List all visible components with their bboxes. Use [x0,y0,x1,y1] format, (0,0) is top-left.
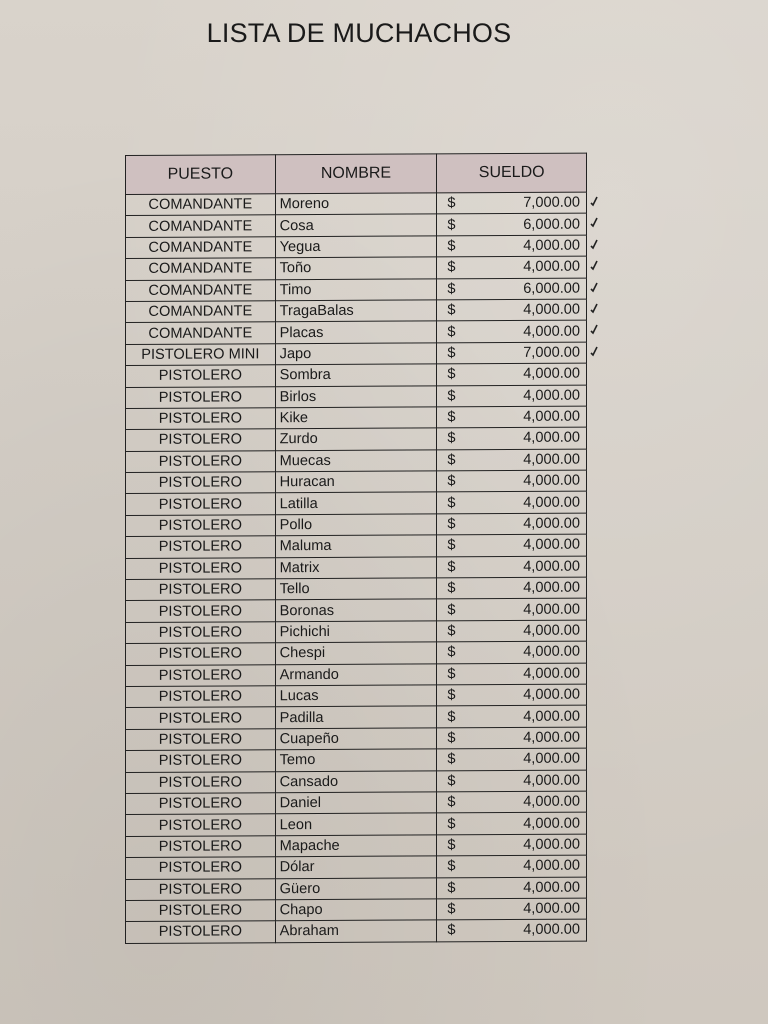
cell-sueldo [437,449,587,471]
cell-sueldo [437,235,587,257]
amount: 4,000.00 [523,237,580,254]
check-mark-icon [589,195,599,207]
table-row [126,599,587,623]
table-row [126,577,587,601]
cell-sueldo [437,534,587,556]
cell-sueldo [437,513,587,535]
table-row [126,748,587,772]
amount: 4,000.00 [523,900,580,917]
currency-symbol: $ [447,730,456,747]
currency-symbol: $ [447,473,456,490]
currency-symbol: $ [447,815,456,832]
cell-sueldo [437,299,587,321]
table-row [126,834,587,858]
cell-puesto: PISTOLERO [126,878,276,900]
cell-nombre: Cosa [275,214,437,236]
cell-nombre: Mapache [275,835,437,857]
cell-puesto: PISTOLERO [126,643,276,665]
cell-nombre: Cansado [275,770,437,792]
cell-sueldo [437,812,587,834]
amount: 4,000.00 [523,708,580,725]
currency-symbol: $ [447,837,456,854]
cell-puesto: PISTOLERO [126,472,276,494]
currency-symbol: $ [447,858,456,875]
table-row [126,812,587,836]
amount: 4,000.00 [523,323,580,340]
cell-nombre: Boronas [275,599,437,621]
currency-symbol: $ [447,687,456,704]
table-row [126,727,587,751]
currency-symbol: $ [447,281,456,298]
amount: 4,000.00 [523,665,580,682]
currency-symbol: $ [447,623,456,640]
cell-puesto: COMANDANTE [126,215,276,237]
cell-sueldo [437,834,587,856]
amount: 4,000.00 [523,515,580,532]
cell-puesto: COMANDANTE [126,301,276,323]
table-row [126,534,587,558]
cell-puesto: PISTOLERO [126,536,276,558]
cell-nombre: TragaBalas [275,300,437,322]
cell-puesto: PISTOLERO [126,515,276,537]
currency-symbol: $ [447,366,456,383]
cell-nombre: Birlos [275,385,437,407]
table-row [126,663,587,687]
amount: 6,000.00 [523,280,580,297]
currency-symbol: $ [447,430,456,447]
currency-symbol: $ [447,387,456,405]
cell-nombre: Abraham [275,920,437,942]
cell-nombre: Pollo [275,514,437,536]
table-row [126,641,587,665]
check-mark-icon [589,323,599,335]
cell-nombre: Placas [275,321,437,343]
currency-symbol: $ [447,195,456,212]
table-row [126,213,587,237]
amount: 4,000.00 [523,772,580,789]
currency-symbol: $ [447,708,456,725]
amount: 4,000.00 [523,408,580,426]
amount: 4,000.00 [523,558,580,575]
cell-puesto: PISTOLERO [126,771,276,793]
cell-puesto: PISTOLERO [126,857,276,879]
cell-puesto: PISTOLERO [126,386,276,408]
cell-sueldo [437,577,587,599]
cell-nombre: Daniel [275,792,437,814]
cell-puesto: PISTOLERO [126,622,276,644]
cell-sueldo [437,770,587,792]
table-header-row [126,153,587,194]
cell-puesto: COMANDANTE [126,322,276,344]
cell-nombre: Timo [275,278,437,300]
currency-symbol: $ [447,238,456,255]
cell-puesto: PISTOLERO [126,900,276,922]
cell-nombre: Chapo [275,899,437,921]
check-mark-icon [589,238,599,250]
cell-puesto: PISTOLERO [126,600,276,622]
currency-symbol: $ [447,259,456,276]
table-row [126,363,587,387]
check-mark-icon [589,259,599,271]
header-nombre: NOMBRE [275,154,437,194]
cell-nombre: Maluma [275,535,437,557]
cell-puesto: PISTOLERO [126,664,276,686]
cell-nombre: Temo [275,749,437,771]
cell-nombre: Cuapeño [275,728,437,750]
cell-nombre: Padilla [275,706,437,728]
page-title: LISTA DE MUCHACHOS [206,18,512,48]
amount: 4,000.00 [523,258,580,276]
table-row [126,278,587,302]
cell-puesto: PISTOLERO [126,835,276,857]
amount: 4,000.00 [523,579,580,597]
table-row [126,898,587,922]
amount: 4,000.00 [523,494,580,511]
amount: 4,000.00 [523,537,580,554]
table-row [126,556,587,580]
header-sueldo: SUELDO [437,153,587,193]
cell-nombre: Yegua [275,236,437,258]
amount: 4,000.00 [523,857,580,875]
amount: 7,000.00 [523,344,580,361]
currency-symbol: $ [447,666,456,683]
cell-sueldo [437,192,587,214]
currency-symbol: $ [447,494,456,511]
cell-puesto: COMANDANTE [126,258,276,280]
check-mark-icon [589,345,599,357]
cell-sueldo [437,898,587,920]
amount: 7,000.00 [523,194,580,212]
amount: 4,000.00 [523,365,580,383]
table-row [126,684,587,708]
cell-nombre: Sombra [275,364,437,386]
currency-symbol: $ [447,216,456,233]
table-row [126,235,587,259]
cell-puesto: PISTOLERO [126,814,276,836]
cell-nombre: Güero [275,877,437,899]
check-mark-icon [589,216,599,228]
cell-puesto: COMANDANTE [126,279,276,301]
currency-symbol: $ [447,601,456,618]
table-row [126,705,587,729]
cell-puesto: PISTOLERO [126,408,276,430]
cell-sueldo [437,919,587,941]
cell-nombre: Zurdo [275,428,437,450]
cell-sueldo [437,599,587,621]
cell-puesto: PISTOLERO [126,750,276,772]
table-row [126,299,587,323]
table-body [126,192,587,943]
currency-symbol: $ [447,452,456,469]
amount: 4,000.00 [523,387,580,404]
table-row [126,406,587,430]
amount: 4,000.00 [523,430,580,447]
cell-puesto: COMANDANTE [126,236,276,258]
amount: 4,000.00 [523,815,580,832]
currency-symbol: $ [447,773,456,790]
table-row [126,513,587,537]
currency-symbol: $ [447,879,456,896]
currency-symbol: $ [447,751,456,768]
cell-nombre: Kike [275,407,437,429]
cell-sueldo [437,406,587,428]
currency-symbol: $ [447,537,456,554]
cell-puesto: PISTOLERO [126,579,276,601]
cell-puesto: PISTOLERO [126,557,276,579]
cell-sueldo [437,663,587,685]
currency-symbol: $ [447,516,456,533]
amount: 4,000.00 [523,301,580,319]
cell-sueldo [437,492,587,514]
cell-puesto: PISTOLERO MINI [126,343,276,365]
currency-symbol: $ [447,901,456,918]
cell-nombre: Tello [275,578,437,600]
table-row [126,320,587,344]
amount: 4,000.00 [523,622,580,639]
table-row [126,192,587,216]
currency-symbol: $ [447,409,456,426]
cell-nombre: Leon [275,813,437,835]
amount: 4,000.00 [523,922,580,939]
cell-puesto: PISTOLERO [126,793,276,815]
cell-sueldo [437,705,587,727]
cell-sueldo [437,427,587,449]
cell-sueldo [437,320,587,342]
cell-nombre: Muecas [275,450,437,472]
table-row [126,855,587,879]
cell-sueldo [437,620,587,642]
table-row [126,449,587,473]
cell-puesto: PISTOLERO [126,429,276,451]
table-row [126,342,587,366]
cell-nombre: Chespi [275,642,437,664]
table-row [126,770,587,794]
table-row [126,492,587,516]
cell-puesto: PISTOLERO [126,921,276,943]
amount: 6,000.00 [523,216,580,233]
cell-sueldo [437,256,587,278]
cell-nombre: Huracan [275,471,437,493]
amount: 4,000.00 [523,644,580,661]
cell-puesto: COMANDANTE [126,194,276,216]
table-row [126,470,587,494]
table-row [126,256,587,280]
header-puesto: PUESTO [126,155,276,195]
table-row [126,919,587,943]
amount: 4,000.00 [523,472,580,490]
cell-sueldo [437,727,587,749]
cell-sueldo [437,791,587,813]
cell-puesto: PISTOLERO [126,707,276,729]
cell-puesto: PISTOLERO [126,493,276,515]
currency-symbol: $ [447,323,456,340]
amount: 4,000.00 [523,879,580,896]
cell-nombre: Toño [275,257,437,279]
currency-symbol: $ [447,580,456,597]
table-row [126,620,587,644]
amount: 4,000.00 [523,729,580,746]
check-mark-icon [589,281,599,293]
currency-symbol: $ [447,794,456,811]
amount: 4,000.00 [523,451,580,468]
cell-sueldo [437,748,587,770]
currency-symbol: $ [447,345,456,362]
cell-puesto: PISTOLERO [126,728,276,750]
table-row [126,791,587,815]
table-row [126,385,587,409]
cell-nombre: Japo [275,343,437,365]
cell-nombre: Lucas [275,685,437,707]
cell-puesto: PISTOLERO [126,686,276,708]
amount: 4,000.00 [523,686,580,704]
roster-table [125,153,587,944]
amount: 4,000.00 [523,836,580,853]
cell-sueldo [437,684,587,706]
amount: 4,000.00 [523,793,580,811]
currency-symbol: $ [447,559,456,576]
amount: 4,000.00 [523,750,580,768]
cell-sueldo [437,855,587,877]
cell-nombre: Matrix [275,557,437,579]
cell-nombre: Dólar [275,856,437,878]
cell-sueldo [437,385,587,407]
currency-symbol: $ [447,922,456,939]
table-row [126,427,587,451]
amount: 4,000.00 [523,601,580,618]
check-mark-icon [589,302,599,314]
cell-sueldo [437,278,587,300]
currency-symbol: $ [447,302,456,319]
cell-sueldo [437,877,587,899]
cell-puesto: PISTOLERO [126,365,276,387]
cell-puesto: PISTOLERO [126,450,276,472]
cell-nombre: Armando [275,663,437,685]
cell-sueldo [437,641,587,663]
cell-nombre: Moreno [275,193,437,215]
cell-sueldo [437,363,587,385]
cell-sueldo [437,213,587,235]
cell-nombre: Latilla [275,492,437,514]
cell-nombre: Pichichi [275,621,437,643]
currency-symbol: $ [447,644,456,661]
cell-sueldo [437,556,587,578]
cell-sueldo [437,470,587,492]
table-row [126,877,587,901]
cell-sueldo [437,342,587,364]
